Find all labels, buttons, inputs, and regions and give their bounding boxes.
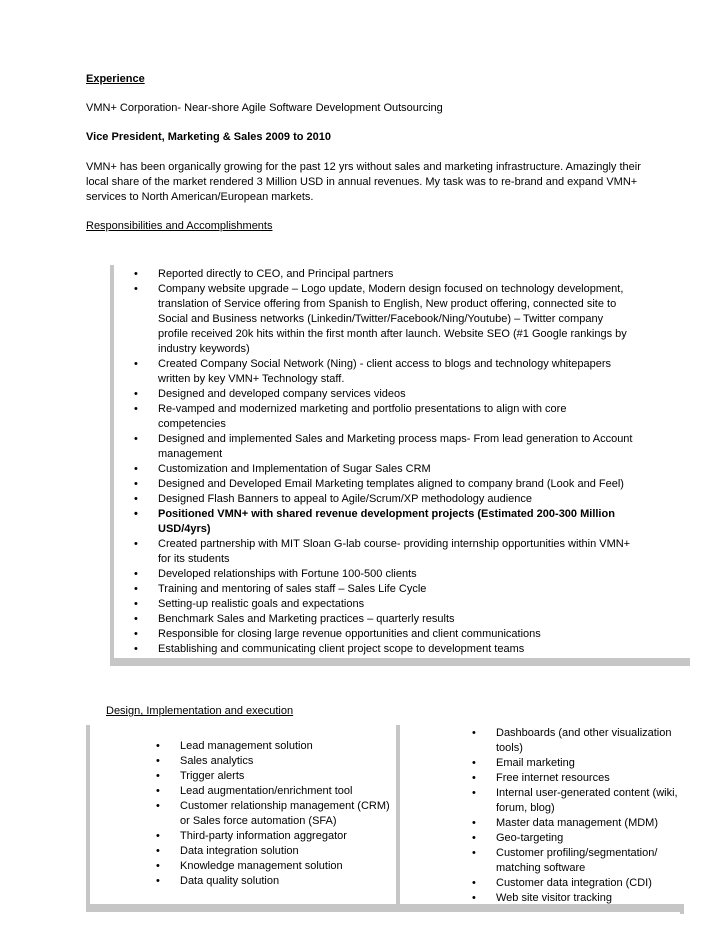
list-item: • Sales analytics — [156, 754, 396, 769]
list-item: • Customization and Implementation of Sugar Sales CRM — [134, 462, 634, 477]
list-item: • Knowledge management solution — [156, 859, 396, 874]
list-item: • Data integration solution — [156, 844, 396, 859]
role-line: Vice President, Marketing & Sales 2009 to 2010 — [86, 131, 331, 143]
list-item: • Created Company Social Network (Ning) - client access to blogs and technology whitepapers written by key VMN+ Technology staff. — [134, 357, 634, 387]
list-item: • Developed relationships with Fortune 100-500 clients — [134, 567, 634, 582]
list-item: • Geo-targeting — [472, 831, 684, 846]
list-item: • Customer data integration (CDI) — [472, 876, 684, 891]
list-item: • Reported directly to CEO, and Principal partners — [134, 267, 634, 282]
list-item: • Company website upgrade – Logo update, Modern design focused on technology development, translation of Service offering from Spanish to English, New product offering, connected site to Social and Business networks (Linkedin/Twitter/Facebook/Ning/Youtube) – Twitter company profile received 20k hits within the first month after launch. Website SEO (#1 Google rankings by industry keywords) — [134, 282, 634, 357]
list-item: • Designed Flash Banners to appeal to Agile/Scrum/XP methodology audience — [134, 492, 634, 507]
list-item: • Trigger alerts — [156, 769, 396, 784]
list-item: • Lead management solution — [156, 739, 396, 754]
list-item: • Setting-up realistic goals and expectations — [134, 597, 634, 612]
list-item: • Establishing and communicating client project scope to development teams — [134, 642, 634, 657]
list-item: • Training and mentoring of sales staff – Sales Life Cycle — [134, 582, 634, 597]
list-item: • Created partnership with MIT Sloan G-lab course- providing internship opportunities within VMN+ for its students — [134, 537, 634, 567]
list-item: • Internal user-generated content (wiki, forum, blog) — [472, 786, 684, 816]
list-item: • Dashboards (and other visualization tools) — [472, 726, 684, 756]
list-item: • Benchmark Sales and Marketing practices – quarterly results — [134, 612, 634, 627]
list-item: • Customer profiling/segmentation/ matching software — [472, 846, 684, 876]
design-right-list — [472, 726, 684, 906]
responsibilities-box-left-border — [110, 265, 114, 660]
company-line: VMN+ Corporation- Near-shore Agile Software Development Outsourcing — [86, 102, 443, 114]
list-item: • Positioned VMN+ with shared revenue development projects (Estimated 200-300 Million USD/4yrs) — [134, 507, 634, 537]
design-column-divider — [396, 725, 400, 910]
design-left-list — [156, 739, 396, 889]
summary-paragraph: VMN+ has been organically growing for the past 12 yrs without sales and marketing infrastructure. Amazingly their local share of the market rendered 3 Million USD in annual revenues. My task was to re-brand and expand VMN+ services to North American/European markets. — [86, 161, 641, 203]
list-item: • Free internet resources — [472, 771, 684, 786]
list-item: • Re-vamped and modernized marketing and portfolio presentations to align with core competencies — [134, 402, 634, 432]
design-heading: Design, Implementation and execution — [106, 705, 294, 717]
list-item: • Designed and implemented Sales and Marketing process maps- From lead generation to Account management — [134, 432, 634, 462]
responsibilities-list — [134, 267, 634, 657]
responsibilities-box-bottom-border — [110, 658, 690, 666]
list-item: • Web site visitor tracking — [472, 891, 684, 906]
design-box-left-border — [86, 725, 90, 910]
list-item: • Customer relationship management (CRM) or Sales force automation (SFA) — [156, 799, 396, 829]
list-item: • Designed and Developed Email Marketing templates aligned to company brand (Look and Feel) — [134, 477, 634, 492]
experience-heading: Experience — [86, 73, 145, 85]
list-item: • Master data management (MDM) — [472, 816, 684, 831]
list-item: • Designed and developed company services videos — [134, 387, 634, 402]
list-item: • Third-party information aggregator — [156, 829, 396, 844]
responsibilities-heading: Responsibilities and Accomplishments — [86, 220, 273, 232]
list-item: • Email marketing — [472, 756, 684, 771]
list-item: • Data quality solution — [156, 874, 396, 889]
list-item: • Lead augmentation/enrichment tool — [156, 784, 396, 799]
list-item: • Responsible for closing large revenue opportunities and client communications — [134, 627, 634, 642]
